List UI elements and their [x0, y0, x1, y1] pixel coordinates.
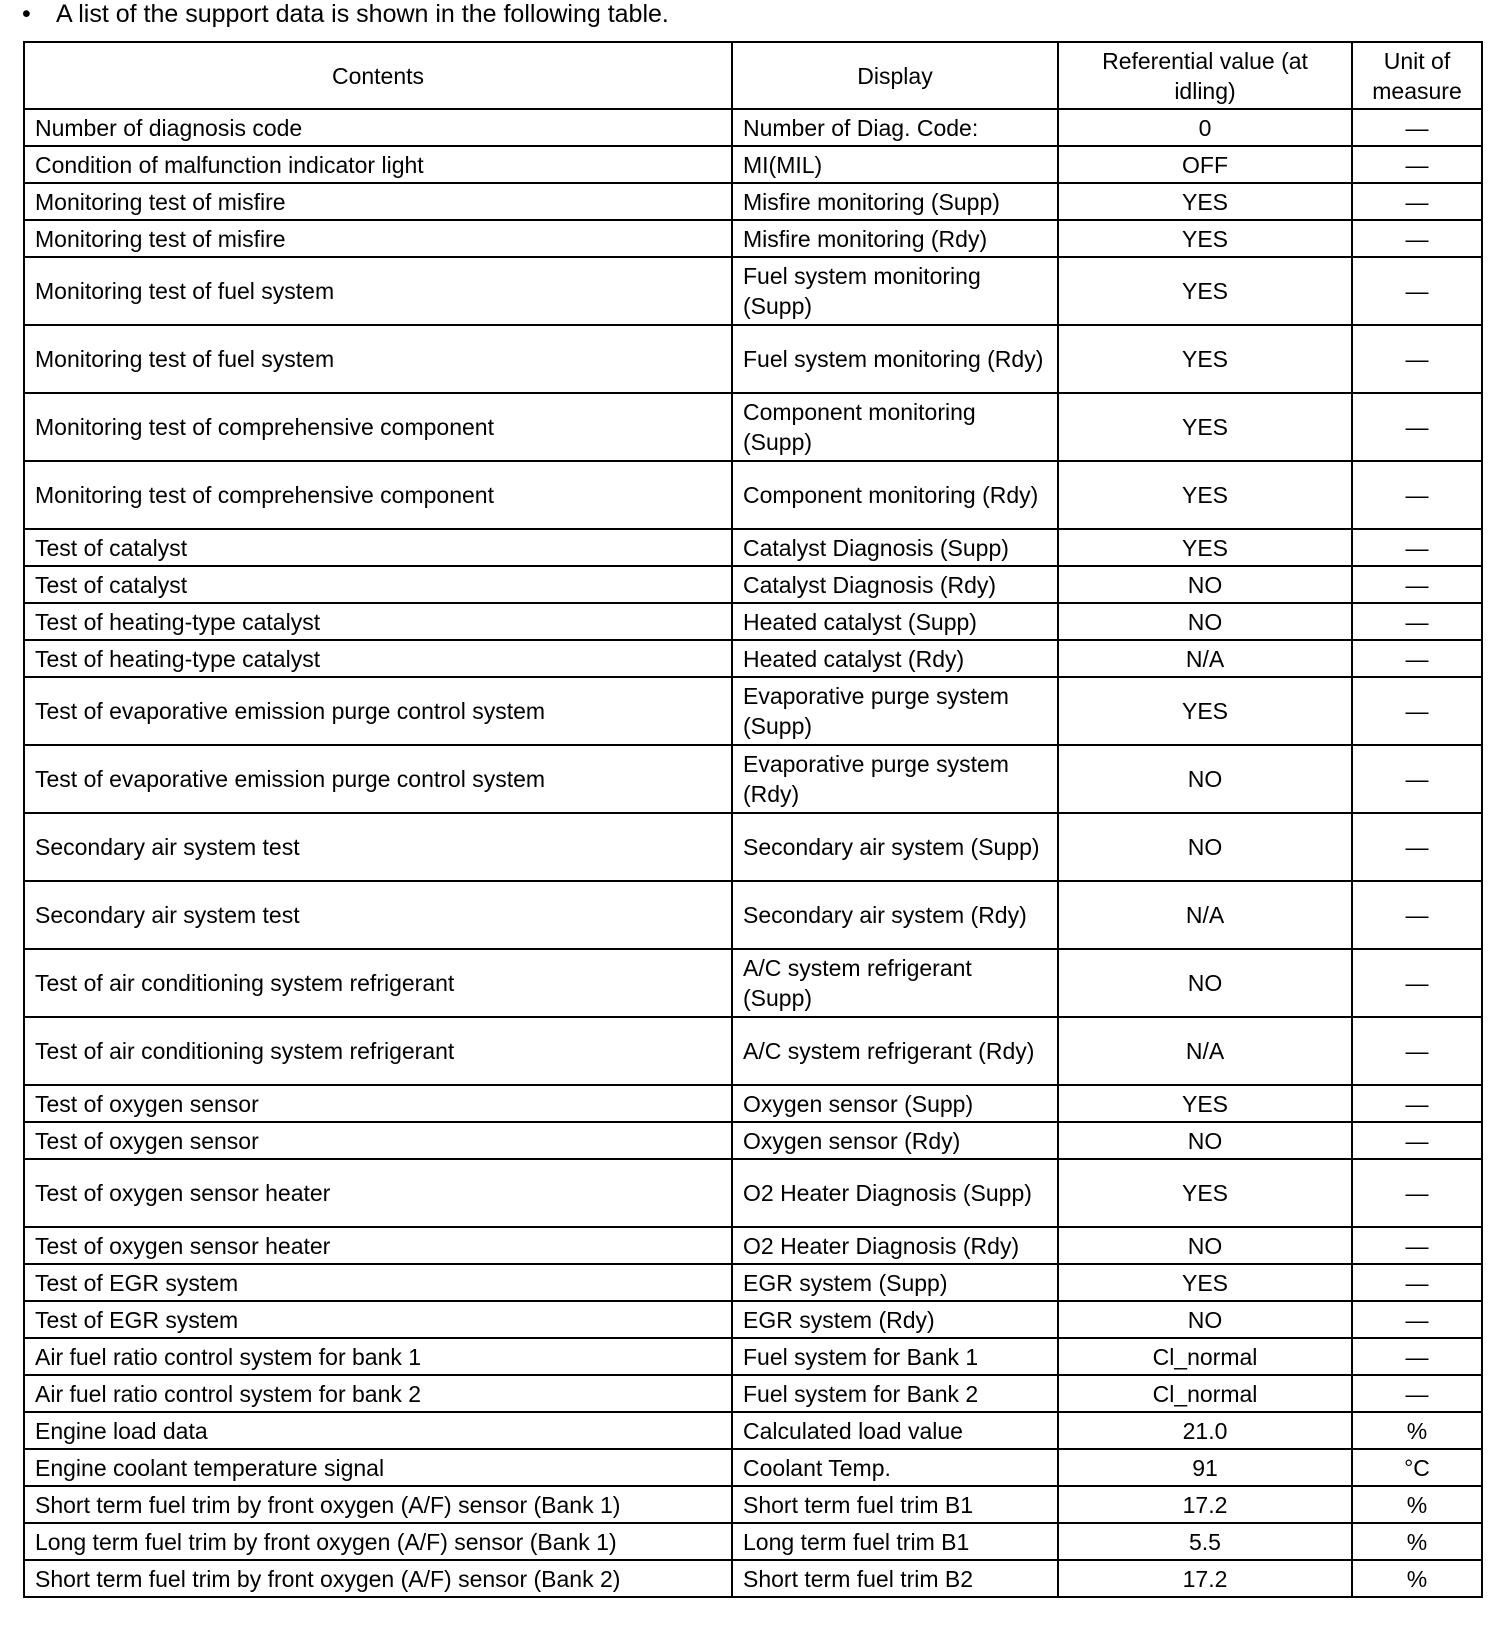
cell-contents: Engine load data — [24, 1412, 732, 1449]
cell-display: Heated catalyst (Rdy) — [732, 640, 1058, 677]
table-row — [24, 220, 1482, 257]
cell-display: Oxygen sensor (Rdy) — [732, 1122, 1058, 1159]
header-unit: Unit of measure — [1352, 42, 1482, 109]
header-contents: Contents — [24, 42, 732, 109]
cell-referential-value: NO — [1058, 949, 1352, 1017]
cell-contents: Condition of malfunction indicator light — [24, 146, 732, 183]
table-row — [24, 1449, 1482, 1486]
cell-referential-value: YES — [1058, 183, 1352, 220]
cell-unit: — — [1352, 393, 1482, 461]
cell-referential-value: N/A — [1058, 881, 1352, 949]
table-row — [24, 1560, 1482, 1597]
table-row — [24, 1412, 1482, 1449]
cell-display: Catalyst Diagnosis (Rdy) — [732, 566, 1058, 603]
table-row — [24, 461, 1482, 529]
header-row — [24, 42, 1482, 109]
table-row — [24, 1085, 1482, 1122]
cell-contents: Short term fuel trim by front oxygen (A/F) sensor (Bank 2) — [24, 1560, 732, 1597]
cell-contents: Engine coolant temperature signal — [24, 1449, 732, 1486]
cell-unit: — — [1352, 1085, 1482, 1122]
cell-referential-value: YES — [1058, 1264, 1352, 1301]
cell-referential-value: NO — [1058, 1122, 1352, 1159]
table-row — [24, 566, 1482, 603]
cell-unit: — — [1352, 325, 1482, 393]
cell-referential-value: YES — [1058, 325, 1352, 393]
cell-contents: Test of catalyst — [24, 566, 732, 603]
cell-referential-value: YES — [1058, 1085, 1352, 1122]
table-row — [24, 1523, 1482, 1560]
cell-display: O2 Heater Diagnosis (Supp) — [732, 1159, 1058, 1227]
cell-contents: Test of heating-type catalyst — [24, 603, 732, 640]
table-body — [24, 109, 1482, 1597]
cell-unit: — — [1352, 1122, 1482, 1159]
intro-text: A list of the support data is shown in the following table. — [56, 0, 669, 28]
cell-unit: — — [1352, 146, 1482, 183]
cell-referential-value: YES — [1058, 1159, 1352, 1227]
cell-unit: — — [1352, 1017, 1482, 1085]
cell-display: Fuel system monitoring (Rdy) — [732, 325, 1058, 393]
cell-contents: Test of oxygen sensor — [24, 1122, 732, 1159]
cell-unit: — — [1352, 109, 1482, 146]
cell-contents: Test of evaporative emission purge control system — [24, 677, 732, 745]
cell-contents: Test of air conditioning system refrigerant — [24, 949, 732, 1017]
cell-unit: — — [1352, 257, 1482, 325]
cell-contents: Test of evaporative emission purge control system — [24, 745, 732, 813]
cell-contents: Monitoring test of comprehensive component — [24, 461, 732, 529]
cell-referential-value: NO — [1058, 603, 1352, 640]
cell-contents: Air fuel ratio control system for bank 1 — [24, 1338, 732, 1375]
cell-referential-value: YES — [1058, 461, 1352, 529]
cell-unit: °C — [1352, 1449, 1482, 1486]
bullet: • — [22, 0, 31, 28]
cell-display: EGR system (Rdy) — [732, 1301, 1058, 1338]
cell-referential-value: NO — [1058, 566, 1352, 603]
cell-unit: — — [1352, 677, 1482, 745]
table-row — [24, 1264, 1482, 1301]
cell-contents: Test of oxygen sensor heater — [24, 1159, 732, 1227]
cell-display: Long term fuel trim B1 — [732, 1523, 1058, 1560]
cell-display: Fuel system for Bank 2 — [732, 1375, 1058, 1412]
table-row — [24, 393, 1482, 461]
cell-unit: — — [1352, 461, 1482, 529]
table-row — [24, 257, 1482, 325]
cell-display: Coolant Temp. — [732, 1449, 1058, 1486]
cell-referential-value: 91 — [1058, 1449, 1352, 1486]
cell-contents: Short term fuel trim by front oxygen (A/F) sensor (Bank 1) — [24, 1486, 732, 1523]
cell-unit: — — [1352, 1159, 1482, 1227]
table-row — [24, 745, 1482, 813]
cell-display: Heated catalyst (Supp) — [732, 603, 1058, 640]
cell-referential-value: YES — [1058, 677, 1352, 745]
table-row — [24, 813, 1482, 881]
cell-display: Evaporative purge system (Supp) — [732, 677, 1058, 745]
table-row — [24, 640, 1482, 677]
cell-display: Fuel system for Bank 1 — [732, 1338, 1058, 1375]
cell-unit: — — [1352, 566, 1482, 603]
cell-referential-value: YES — [1058, 529, 1352, 566]
table-row — [24, 109, 1482, 146]
cell-contents: Test of oxygen sensor — [24, 1085, 732, 1122]
cell-display: A/C system refrigerant (Rdy) — [732, 1017, 1058, 1085]
cell-referential-value: 17.2 — [1058, 1486, 1352, 1523]
cell-display: Oxygen sensor (Supp) — [732, 1085, 1058, 1122]
cell-unit: — — [1352, 1301, 1482, 1338]
cell-unit: — — [1352, 529, 1482, 566]
table-row — [24, 677, 1482, 745]
table-row — [24, 881, 1482, 949]
table-row — [24, 1122, 1482, 1159]
cell-display: Short term fuel trim B2 — [732, 1560, 1058, 1597]
cell-contents: Test of EGR system — [24, 1264, 732, 1301]
cell-unit: — — [1352, 183, 1482, 220]
table-row — [24, 1159, 1482, 1227]
cell-unit: — — [1352, 1264, 1482, 1301]
cell-referential-value: 21.0 — [1058, 1412, 1352, 1449]
cell-display: Secondary air system (Supp) — [732, 813, 1058, 881]
cell-display: EGR system (Supp) — [732, 1264, 1058, 1301]
cell-contents: Air fuel ratio control system for bank 2 — [24, 1375, 732, 1412]
table-row — [24, 325, 1482, 393]
cell-unit: — — [1352, 1375, 1482, 1412]
cell-contents: Monitoring test of misfire — [24, 183, 732, 220]
table-row — [24, 1301, 1482, 1338]
table-row — [24, 1486, 1482, 1523]
cell-display: Catalyst Diagnosis (Supp) — [732, 529, 1058, 566]
cell-referential-value: YES — [1058, 393, 1352, 461]
cell-unit: — — [1352, 949, 1482, 1017]
cell-unit: — — [1352, 640, 1482, 677]
cell-display: Short term fuel trim B1 — [732, 1486, 1058, 1523]
intro-line — [22, 0, 669, 28]
cell-contents: Monitoring test of comprehensive component — [24, 393, 732, 461]
cell-contents: Test of air conditioning system refrigerant — [24, 1017, 732, 1085]
cell-contents: Secondary air system test — [24, 813, 732, 881]
cell-display: Evaporative purge system (Rdy) — [732, 745, 1058, 813]
cell-referential-value: N/A — [1058, 1017, 1352, 1085]
table-row — [24, 1017, 1482, 1085]
cell-contents: Monitoring test of fuel system — [24, 257, 732, 325]
cell-referential-value: OFF — [1058, 146, 1352, 183]
support-data-table — [23, 41, 1483, 1598]
cell-referential-value: NO — [1058, 1301, 1352, 1338]
cell-referential-value: N/A — [1058, 640, 1352, 677]
table-row — [24, 1375, 1482, 1412]
cell-display: O2 Heater Diagnosis (Rdy) — [732, 1227, 1058, 1264]
cell-display: Calculated load value — [732, 1412, 1058, 1449]
cell-unit: % — [1352, 1486, 1482, 1523]
cell-unit: % — [1352, 1523, 1482, 1560]
cell-referential-value: NO — [1058, 813, 1352, 881]
cell-unit: — — [1352, 745, 1482, 813]
cell-unit: — — [1352, 1338, 1482, 1375]
table-row — [24, 1227, 1482, 1264]
cell-display: A/C system refrigerant (Supp) — [732, 949, 1058, 1017]
cell-referential-value: Cl_normal — [1058, 1375, 1352, 1412]
cell-display: Component monitoring (Rdy) — [732, 461, 1058, 529]
cell-referential-value: NO — [1058, 1227, 1352, 1264]
cell-unit: % — [1352, 1412, 1482, 1449]
cell-display: Number of Diag. Code: — [732, 109, 1058, 146]
table-row — [24, 949, 1482, 1017]
cell-referential-value: 5.5 — [1058, 1523, 1352, 1560]
cell-referential-value: YES — [1058, 257, 1352, 325]
cell-contents: Secondary air system test — [24, 881, 732, 949]
header-referential-value: Referential value (at idling) — [1058, 42, 1352, 109]
cell-display: Misfire monitoring (Rdy) — [732, 220, 1058, 257]
cell-unit: — — [1352, 813, 1482, 881]
table-row — [24, 529, 1482, 566]
cell-referential-value: Cl_normal — [1058, 1338, 1352, 1375]
cell-contents: Test of heating-type catalyst — [24, 640, 732, 677]
cell-contents: Test of EGR system — [24, 1301, 732, 1338]
cell-display: MI(MIL) — [732, 146, 1058, 183]
cell-contents: Monitoring test of fuel system — [24, 325, 732, 393]
cell-unit: — — [1352, 603, 1482, 640]
header-display: Display — [732, 42, 1058, 109]
cell-contents: Test of catalyst — [24, 529, 732, 566]
table-row — [24, 183, 1482, 220]
table-row — [24, 1338, 1482, 1375]
table-row — [24, 603, 1482, 640]
cell-referential-value: YES — [1058, 220, 1352, 257]
cell-display: Secondary air system (Rdy) — [732, 881, 1058, 949]
cell-unit: — — [1352, 881, 1482, 949]
cell-display: Fuel system monitoring (Supp) — [732, 257, 1058, 325]
cell-display: Misfire monitoring (Supp) — [732, 183, 1058, 220]
cell-referential-value: 0 — [1058, 109, 1352, 146]
cell-contents: Long term fuel trim by front oxygen (A/F) sensor (Bank 1) — [24, 1523, 732, 1560]
cell-unit: — — [1352, 220, 1482, 257]
cell-referential-value: NO — [1058, 745, 1352, 813]
table-row — [24, 146, 1482, 183]
cell-unit: — — [1352, 1227, 1482, 1264]
cell-contents: Monitoring test of misfire — [24, 220, 732, 257]
cell-contents: Number of diagnosis code — [24, 109, 732, 146]
cell-referential-value: 17.2 — [1058, 1560, 1352, 1597]
cell-contents: Test of oxygen sensor heater — [24, 1227, 732, 1264]
cell-unit: % — [1352, 1560, 1482, 1597]
cell-display: Component monitoring (Supp) — [732, 393, 1058, 461]
